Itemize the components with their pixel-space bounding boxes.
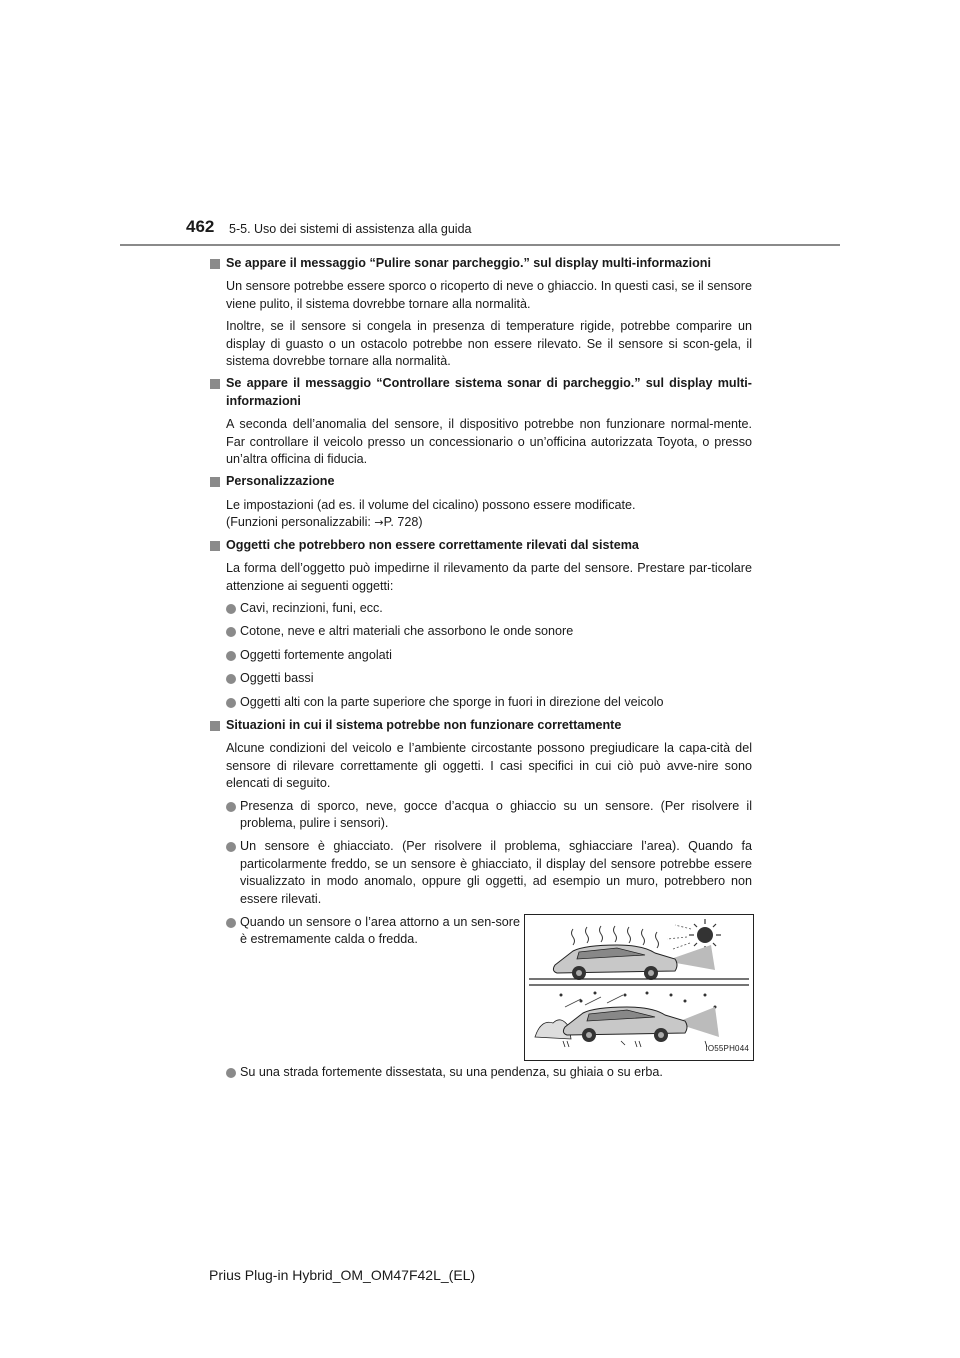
round-bullet-icon (226, 651, 236, 661)
square-bullet-icon (210, 259, 220, 269)
figure-code: IO55PH044 (705, 1043, 749, 1053)
list-item: Su una strada fortemente dissestata, su una pendenza, su ghiaia o su erba. (209, 1064, 752, 1081)
section-check-sonar (209, 375, 752, 468)
square-bullet-icon (210, 721, 220, 731)
illustration-hot-cold-sensor (524, 914, 754, 1061)
paragraph: A seconda dell’anomalia del sensore, il dispositivo potrebbe non funzionare normal-mente. Far controllare il veicolo presso un concessionario o un’officina autorizzata Toyota, o presso un’altra officina di fiducia. (226, 417, 752, 467)
square-bullet-icon (210, 477, 220, 487)
section-heading: Personalizzazione (209, 473, 752, 490)
list-item: Quando un sensore o l’area attorno a un sen-sore è estremamente calda o fredda. (209, 914, 520, 949)
section-heading: Se appare il messaggio “Controllare sistema sonar di parcheggio.” sul display multi-informazioni (209, 375, 752, 410)
section-undetected-objects (209, 537, 752, 711)
main-content (209, 255, 752, 1087)
section-title: 5-5. Uso dei sistemi di assistenza alla guida (229, 222, 472, 236)
section-malfunction-conditions (209, 717, 752, 1081)
header-rule (120, 244, 840, 246)
round-bullet-icon (226, 674, 236, 684)
round-bullet-icon (226, 604, 236, 614)
round-bullet-icon (226, 1068, 236, 1078)
sun-icon (689, 919, 721, 951)
paragraph: Le impostazioni (ad es. il volume del cicalino) possono essere modificate. (Funzioni personalizzabili: →P. 728) (226, 497, 636, 530)
footer-model-code: Prius Plug-in Hybrid_OM_OM47F42L_(EL) (209, 1267, 476, 1283)
square-bullet-icon (210, 541, 220, 551)
paragraph: Un sensore potrebbe essere sporco o ricoperto di neve o ghiaccio. In questi casi, se il sensore viene pulito, il sistema dovrebbe tornare alla normalità. (226, 279, 752, 311)
square-bullet-icon (210, 379, 220, 389)
car-illustration (525, 915, 753, 1060)
paragraph: Alcune condizioni del veicolo e l’ambiente circostante possono pregiudicare la capa-cità del sensore di rilevare correttamente gli oggetti. I casi specifici in cui ciò può avve-nire sono elencati di seguito. (226, 741, 752, 791)
round-bullet-icon (226, 918, 236, 928)
figure-row (209, 914, 752, 1064)
arrow-right-icon: → (374, 516, 384, 530)
list-item: Cavi, recinzioni, funi, ecc. (209, 600, 752, 617)
section-clean-sonar (209, 255, 752, 370)
round-bullet-icon (226, 802, 236, 812)
section-customization (209, 473, 752, 531)
page-reference-link[interactable]: P. 728) (383, 515, 423, 530)
list-item: Oggetti bassi (209, 670, 752, 687)
paragraph: La forma dell’oggetto può impedirne il rilevamento da parte del sensore. Prestare par-ticolare attenzione ai seguenti oggetti: (226, 561, 752, 593)
list-item: Cotone, neve e altri materiali che assorbono le onde sonore (209, 623, 752, 640)
section-heading: Situazioni in cui il sistema potrebbe non funzionare correttamente (209, 717, 752, 734)
list-item: Presenza di sporco, neve, gocce d’acqua o ghiaccio su un sensore. (Per risolvere il problema, pulire i sensori). (209, 798, 752, 833)
page-number: 462 (186, 217, 215, 236)
section-heading: Se appare il messaggio “Pulire sonar parcheggio.” sul display multi-informazioni (209, 255, 752, 272)
list-item: Oggetti fortemente angolati (209, 647, 752, 664)
section-heading: Oggetti che potrebbero non essere correttamente rilevati dal sistema (209, 537, 752, 554)
round-bullet-icon (226, 627, 236, 637)
car-bottom (563, 1007, 687, 1042)
round-bullet-icon (226, 698, 236, 708)
paragraph: Inoltre, se il sensore si congela in presenza di temperature rigide, potrebbe comparire un display di guasto o un ostacolo potrebbe non essere rilevato. Se il sensore si scon-gela, il sistema dovrebbe tornare alla normalità. (226, 319, 752, 369)
list-item: Un sensore è ghiacciato. (Per risolvere il problema, sghiacciare l’area). Quando fa particolarmente freddo, se un sensore è ghiacciato, il display del sensore potrebbe essere visualizzato in modo anomalo, oppure gli oggetti, ad esempio un muro, potrebbero non essere rilevati. (209, 838, 752, 908)
round-bullet-icon (226, 842, 236, 852)
car-top (553, 945, 677, 980)
list-item: Oggetti alti con la parte superiore che sporge in fuori in direzione del veicolo (209, 694, 752, 711)
